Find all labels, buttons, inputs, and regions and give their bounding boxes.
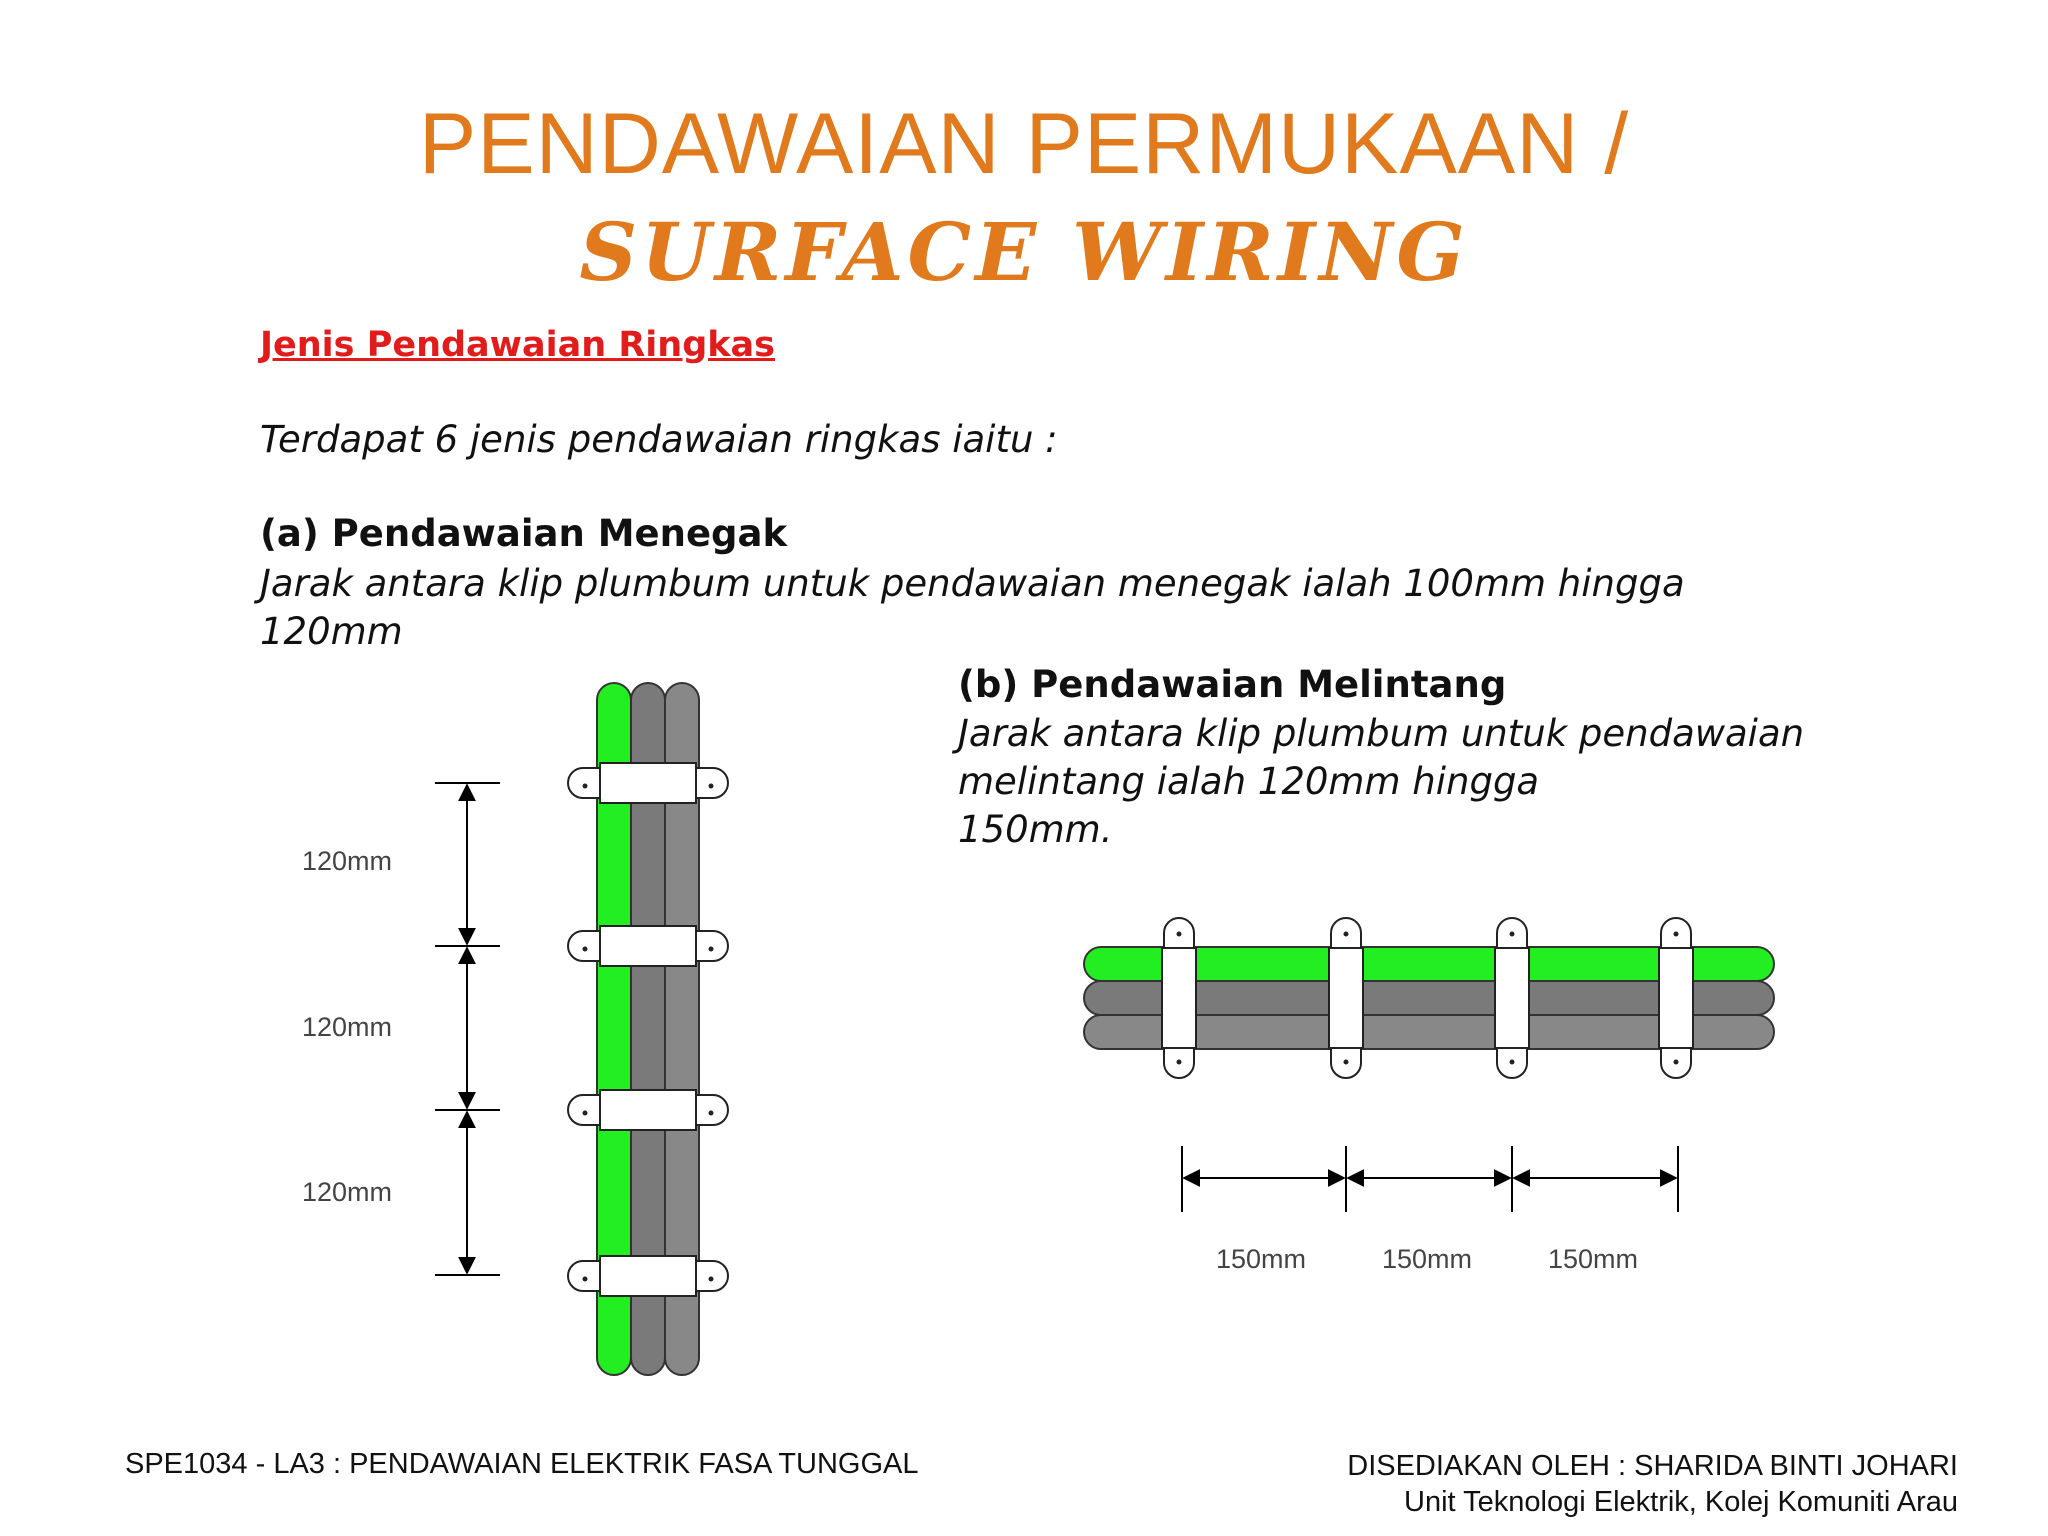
cable-clip (1162, 918, 1196, 1078)
vertical-spacing-label: 120mm (302, 846, 393, 876)
cable-clip (568, 1090, 728, 1130)
horizontal-desc-line: 150mm. (958, 808, 1113, 851)
horizontal-spacing-label: 150mm (1216, 1244, 1307, 1274)
horizontal-desc-line: Jarak antara klip plumbum untuk pendawaian (958, 712, 1805, 755)
horizontal-wiring-heading: (b) Pendawaian Melintang (958, 663, 1507, 706)
page-subtitle: SURFACE WIRING (579, 205, 1469, 299)
horizontal-desc-line: melintang ialah 120mm hingga (958, 760, 1540, 803)
footer-course-code: SPE1034 - LA3 : PENDAWAIAN ELEKTRIK FASA TUNGGAL (125, 1448, 919, 1480)
cable-clip (568, 763, 728, 803)
vertical-spacing-label: 120mm (302, 1177, 393, 1207)
cable-clip (1495, 918, 1529, 1078)
vertical-wiring-heading: (a) Pendawaian Menegak (260, 512, 788, 555)
horizontal-wiring-diagram (1084, 918, 1774, 1274)
horizontal-spacing-label: 150mm (1548, 1244, 1639, 1274)
intro-text: Terdapat 6 jenis pendawaian ringkas iaitu : (260, 418, 1058, 461)
footer-institution-line: Unit Teknologi Elektrik, Kolej Komuniti Arau (1404, 1486, 1958, 1518)
cable-clip (568, 1256, 728, 1296)
section-heading: Jenis Pendawaian Ringkas (260, 325, 775, 365)
cable-clip (1659, 918, 1693, 1078)
footer-author (1347, 1448, 1958, 1520)
page-title: PENDAWAIAN PERMUKAAN / (418, 96, 1630, 192)
footer-author-line: DISEDIAKAN OLEH : SHARIDA BINTI JOHARI (1347, 1450, 1958, 1482)
cable-clip (1329, 918, 1363, 1078)
cable-clip (568, 926, 728, 966)
horizontal-spacing-label: 150mm (1382, 1244, 1473, 1274)
vertical-wiring-description: Jarak antara klip plumbum untuk pendawaian menegak ialah 100mm hingga 120mm (260, 562, 1685, 653)
vertical-spacing-label: 120mm (302, 1012, 393, 1042)
